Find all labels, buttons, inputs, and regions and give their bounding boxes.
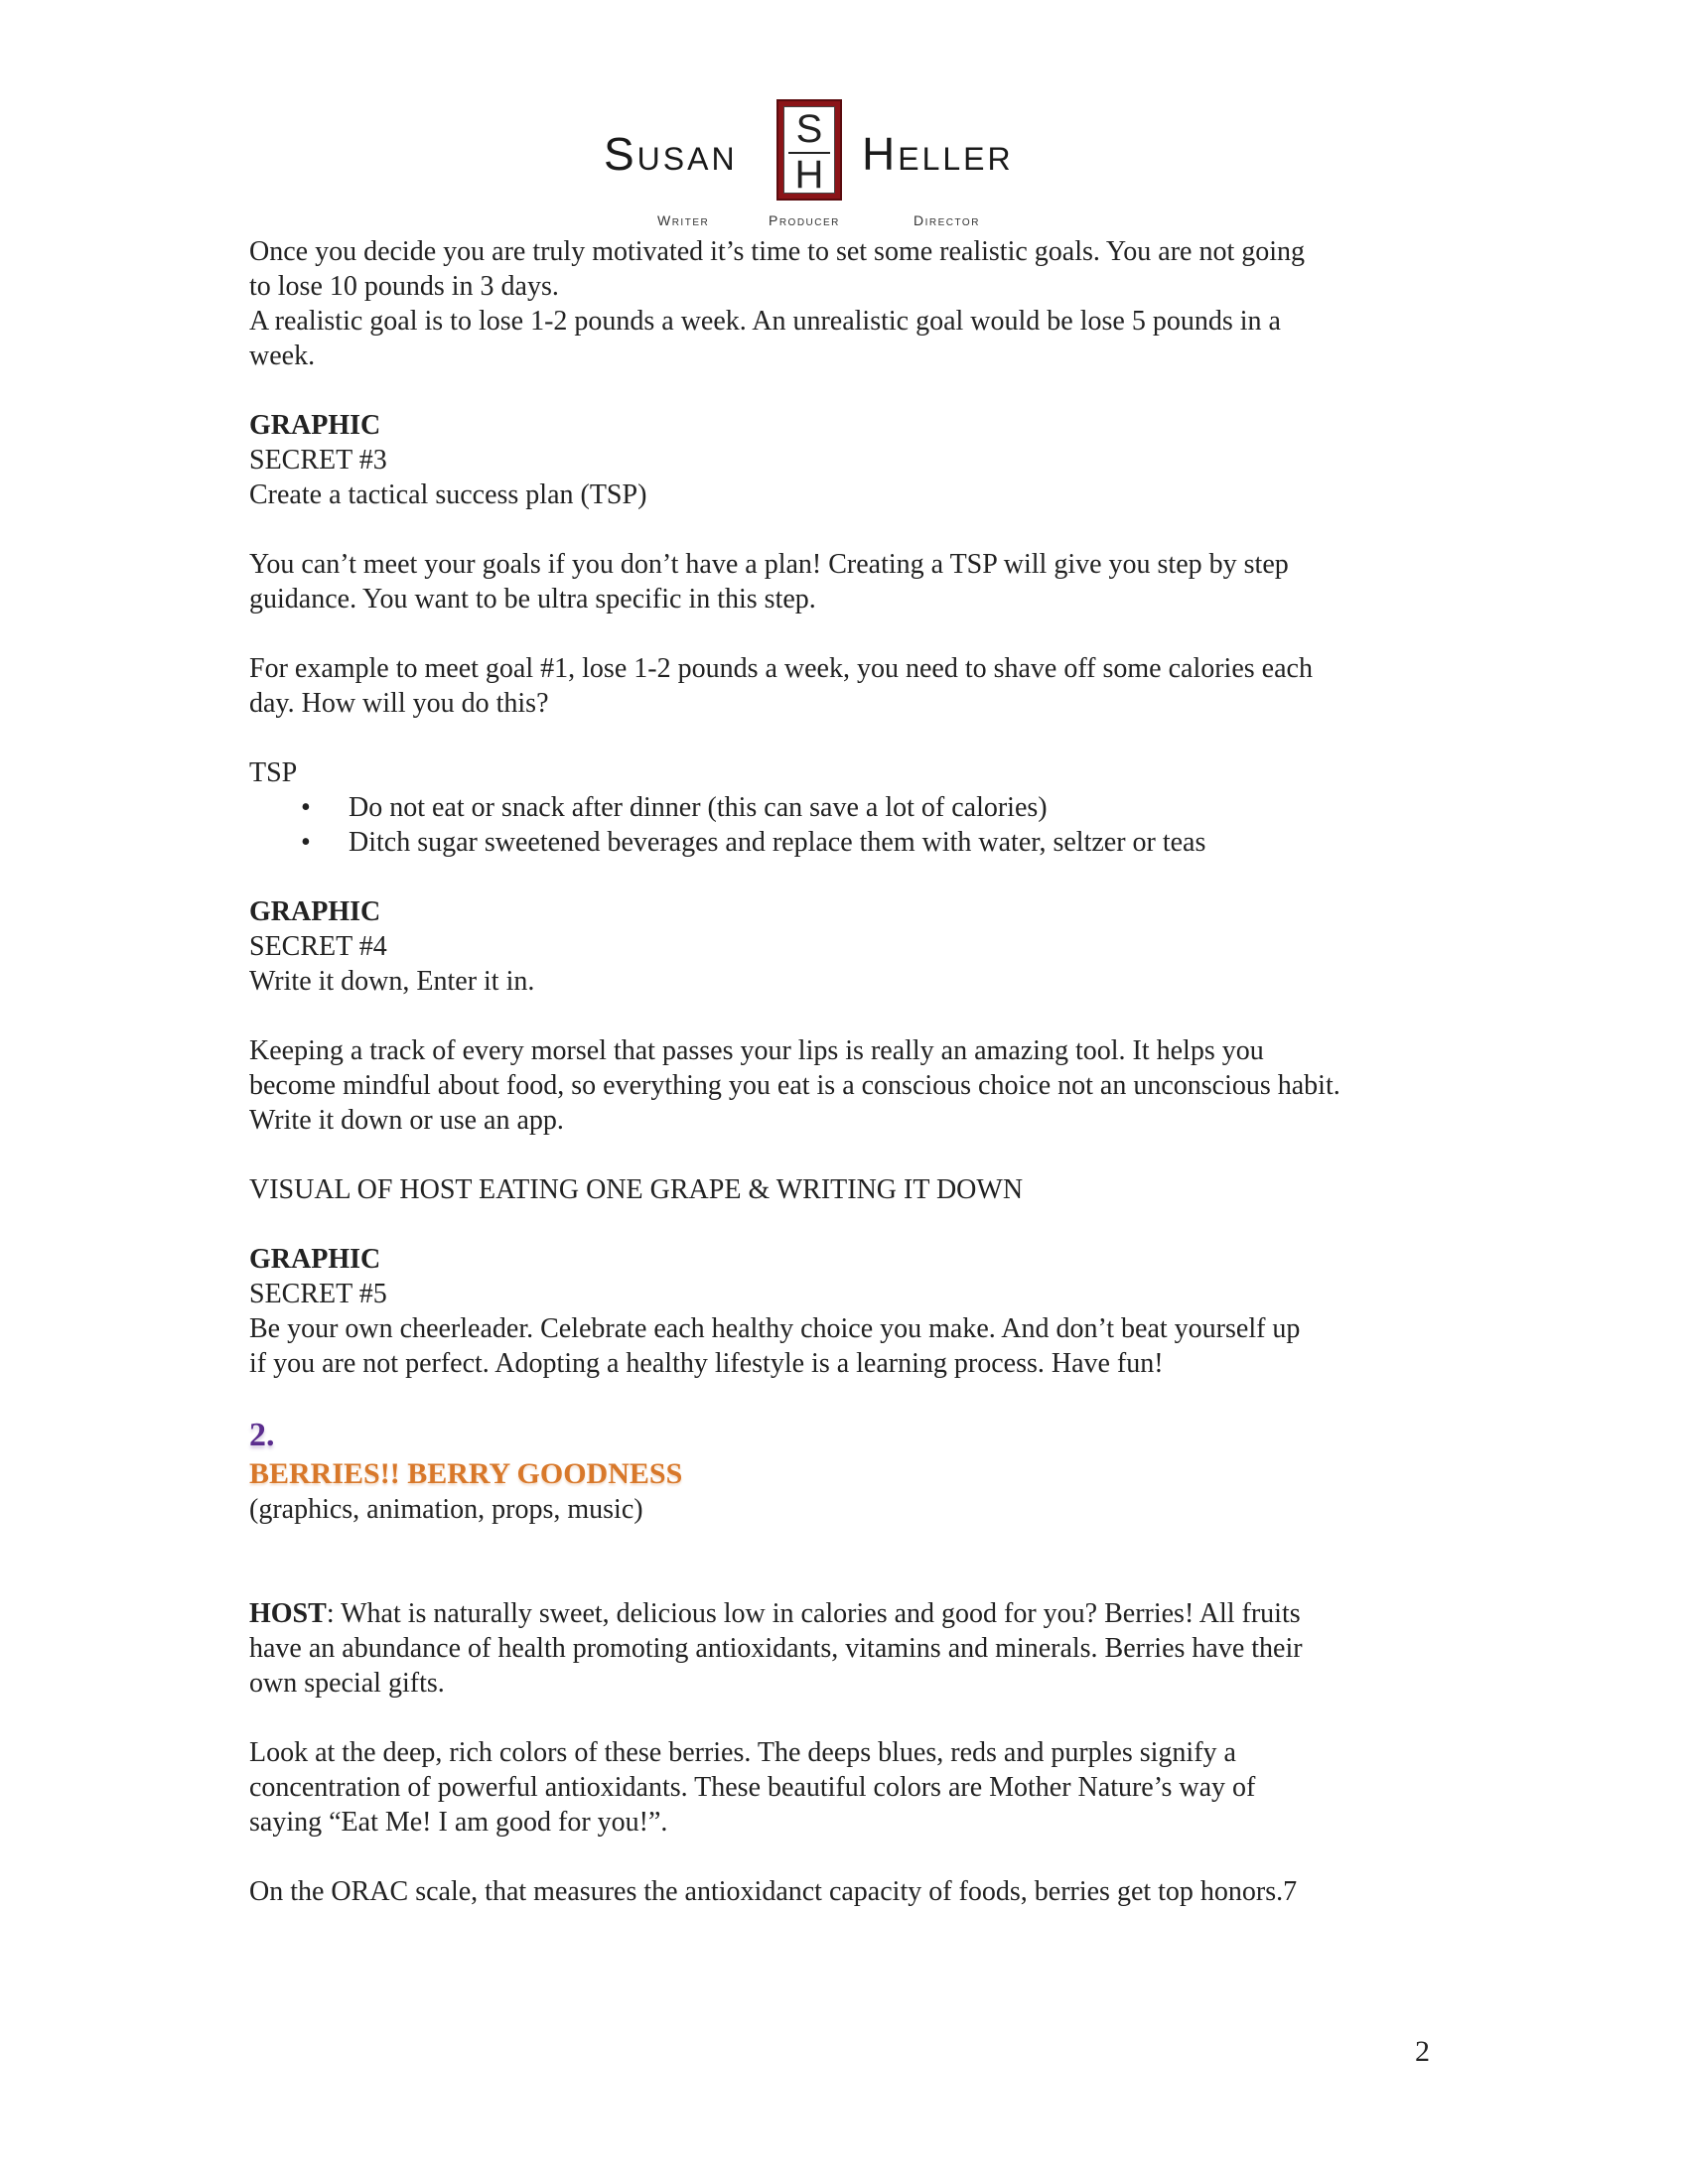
tsp-list: [249, 790, 1461, 860]
graphic-label: GRAPHIC: [249, 410, 381, 441]
secret-heading: SECRET #3: [249, 445, 387, 476]
visual-note: VISUAL OF HOST EATING ONE GRAPE & WRITING IT DOWN: [249, 1174, 1024, 1205]
body-line: have an abundance of health promoting antioxidants, vitamins and minerals. Berries have their: [249, 1633, 1303, 1664]
spacer: [249, 1381, 1461, 1416]
monogram-letter-s: S: [795, 107, 823, 151]
body-line: Write it down or use an app.: [249, 1105, 564, 1136]
list-item-text: Ditch sugar sweetened beverages and replace them with water, seltzer or teas: [349, 827, 1206, 858]
spacer: [249, 999, 1461, 1033]
graphic-label: GRAPHIC: [249, 1244, 381, 1275]
role-producer: Producer: [769, 212, 840, 228]
body-line: You can’t meet your goals if you don’t have a plan! Creating a TSP will give you step by step: [249, 549, 1289, 580]
body-line: Look at the deep, rich colors of these berries. The deeps blues, reds and purples signify a: [249, 1737, 1236, 1768]
secret-title: Create a tactical success plan (TSP): [249, 479, 647, 510]
spacer: [249, 1138, 1461, 1172]
body-line: Keeping a track of every morsel that passes your lips is really an amazing tool. It helps you: [249, 1035, 1264, 1066]
logo-last-name: Heller: [862, 128, 1014, 180]
section-title: BERRIES!! BERRY GOODNESS: [249, 1457, 683, 1490]
graphic-label: GRAPHIC: [249, 896, 381, 927]
body-line: Be your own cheerleader. Celebrate each healthy choice you make. And don’t beat yourself up: [249, 1313, 1301, 1344]
body-line: On the ORAC scale, that measures the antioxidanct capacity of foods, berries get top honors.7: [249, 1876, 1298, 1907]
letterhead-logo: [596, 99, 1053, 230]
spacer: [249, 1562, 1461, 1596]
body-line: saying “Eat Me! I am good for you!”.: [249, 1807, 668, 1838]
spacer: [249, 1840, 1461, 1874]
secret-title: Write it down, Enter it in.: [249, 966, 535, 997]
host-label: HOST: [249, 1598, 327, 1629]
body-line: to lose 10 pounds in 3 days.: [249, 271, 559, 302]
bullet-icon: •: [301, 827, 311, 858]
section-number: 2.: [249, 1417, 275, 1453]
body-line: week.: [249, 341, 316, 371]
spacer: [249, 616, 1461, 651]
monogram-logo: [776, 99, 842, 201]
list-item: [249, 825, 1461, 860]
script-body: [249, 234, 1461, 1909]
tsp-label: TSP: [249, 757, 298, 788]
section-subtitle: (graphics, animation, props, music): [249, 1494, 643, 1525]
spacer: [249, 1527, 1461, 1562]
monogram-letter-h: H: [794, 153, 824, 197]
spacer: [249, 512, 1461, 547]
role-writer: Writer: [657, 212, 710, 228]
list-item: [249, 790, 1461, 825]
spacer: [249, 860, 1461, 894]
bullet-icon: •: [301, 792, 311, 823]
body-line: concentration of powerful antioxidants. These beautiful colors are Mother Nature’s way of: [249, 1772, 1256, 1803]
body-line: own special gifts.: [249, 1668, 445, 1699]
spacer: [249, 1701, 1461, 1735]
secret-heading: SECRET #5: [249, 1279, 387, 1309]
page-number: 2: [1415, 2035, 1430, 2068]
body-line: guidance. You want to be ultra specific in this step.: [249, 584, 816, 614]
spacer: [249, 373, 1461, 408]
secret-heading: SECRET #4: [249, 931, 387, 962]
body-line: Once you decide you are truly motivated it’s time to set some realistic goals. You are not going: [249, 236, 1306, 267]
body-line: become mindful about food, so everything you eat is a conscious choice not an unconscious habit.: [249, 1070, 1340, 1101]
body-line: For example to meet goal #1, lose 1-2 pounds a week, you need to shave off some calories each: [249, 653, 1313, 684]
spacer: [249, 721, 1461, 755]
spacer: [249, 1207, 1461, 1242]
host-paragraph: [249, 1596, 1461, 1631]
host-text: : What is naturally sweet, delicious low in calories and good for you? Berries! All fruits: [326, 1598, 1301, 1629]
body-line: if you are not perfect. Adopting a healthy lifestyle is a learning process. Have fun!: [249, 1348, 1164, 1379]
body-line: day. How will you do this?: [249, 688, 549, 719]
logo-first-name: Susan: [604, 128, 738, 180]
monogram-frame: [783, 106, 835, 197]
role-director: Director: [914, 212, 980, 228]
list-item-text: Do not eat or snack after dinner (this can save a lot of calories): [349, 792, 1048, 823]
body-line: A realistic goal is to lose 1-2 pounds a week. An unrealistic goal would be lose 5 pounds in a: [249, 306, 1281, 337]
